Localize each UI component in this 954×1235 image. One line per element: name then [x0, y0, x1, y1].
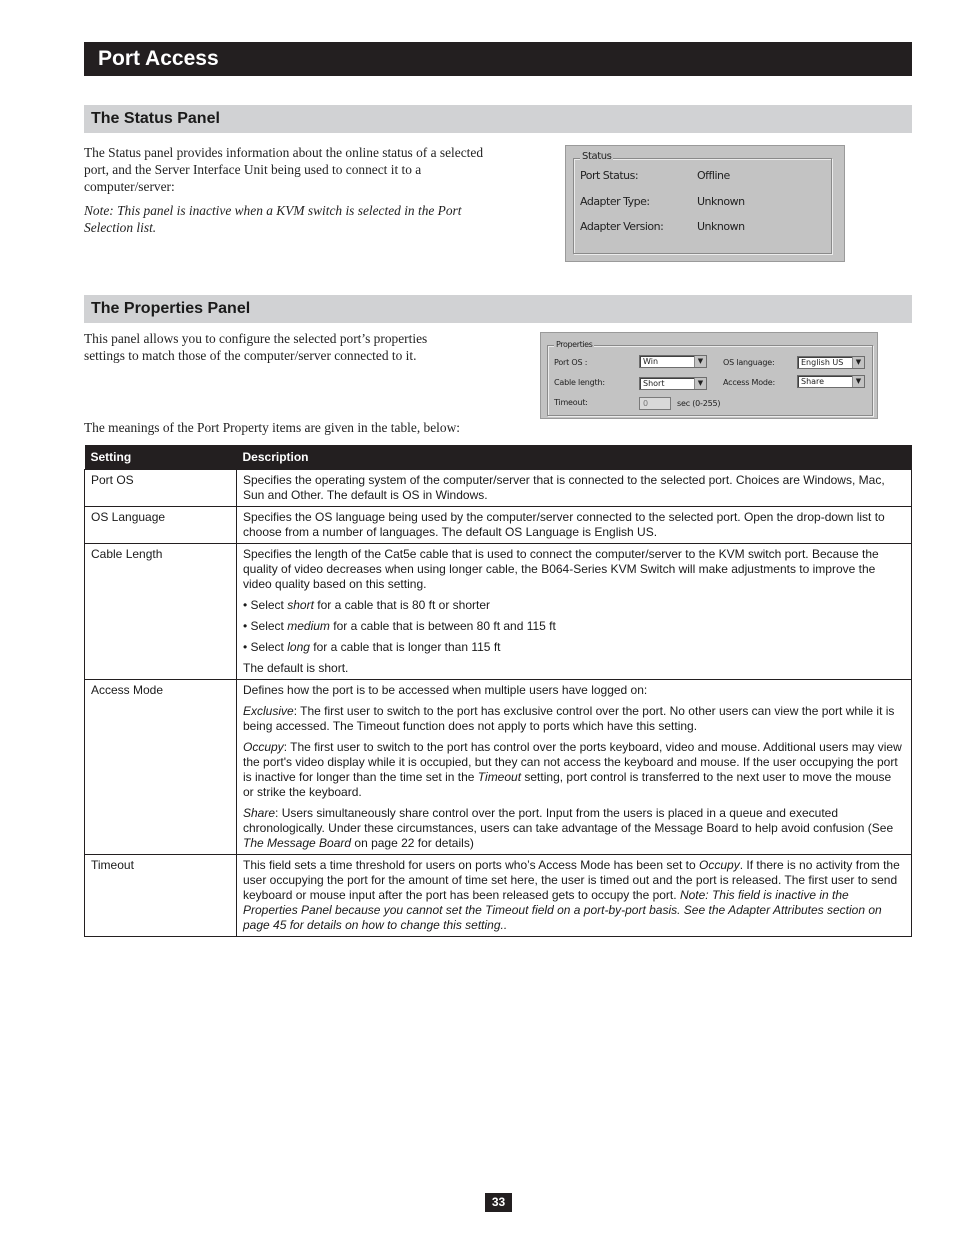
status-panel-screenshot — [565, 145, 845, 262]
os-language-label: OS language: — [723, 358, 775, 367]
description-cell: Specifies the operating system of the computer/server that is connected to the selected port. Choices are Windows, Mac, Sun and Other. The default is OS in Windows. — [237, 470, 912, 507]
port-status-value: Offline — [697, 169, 730, 182]
mode-text: on page 22 for details) — [351, 836, 474, 850]
status-group-title: Status — [582, 151, 612, 162]
table-row — [85, 507, 912, 544]
cable-length-label: Cable length: — [554, 378, 605, 387]
setting-cell: Timeout — [85, 855, 237, 937]
port-status-label: Port Status: — [580, 169, 639, 182]
cable-bullet-short — [243, 598, 905, 613]
access-mode-dropdown[interactable] — [797, 375, 865, 388]
access-mode-desc: Defines how the port is to be accessed when multiple users have logged on: — [243, 683, 648, 697]
os-language-dropdown[interactable] — [797, 356, 865, 369]
setting-cell: Access Mode — [85, 680, 237, 855]
timeout-label: Timeout: — [554, 398, 588, 407]
bullet-text: • Select — [243, 598, 288, 612]
cable-bullet-long — [243, 640, 905, 655]
bullet-text: • Select — [243, 619, 288, 633]
cable-length-dropdown[interactable] — [639, 377, 707, 390]
chevron-down-icon[interactable]: ▼ — [852, 376, 864, 387]
setting-cell: Port OS — [85, 470, 237, 507]
description-cell — [237, 544, 912, 680]
description-column-header: Description — [237, 445, 912, 470]
table-row — [85, 680, 912, 855]
table-row — [85, 544, 912, 680]
port-os-value: Win — [643, 357, 659, 366]
mode-emphasis: The Message Board — [243, 836, 352, 850]
description-cell — [237, 855, 912, 937]
mode-text: : Users simultaneously share control over the port. Input from the users is placed in a queue and executed chronologically. Under these circumstances, users can take advantage of the Message Board to help avoid confusion (See — [243, 806, 894, 835]
port-os-label: Port OS : — [554, 358, 588, 367]
bullet-text: for a cable that is longer than 115 ft — [309, 640, 501, 654]
chevron-down-icon[interactable]: ▼ — [694, 378, 706, 389]
port-os-dropdown[interactable] — [639, 355, 707, 368]
os-language-value: English US — [801, 358, 844, 367]
status-panel-note: Note: This panel is inactive when a KVM switch is selected in the Port Selection list. — [84, 203, 462, 235]
cable-length-default: The default is short. — [243, 661, 349, 675]
timeout-unit: sec (0-255) — [677, 399, 721, 408]
access-mode-value: Share — [801, 377, 825, 386]
timeout-emphasis: Occupy — [699, 858, 740, 872]
cable-length-desc: Specifies the length of the Cat5e cable that is used to connect the computer/server to the KVM switch port. Because the quality of video decreases when using longer cable, the B064-Series KVM Switch will make adjustments to improve the video quality based on this setting. — [243, 547, 879, 591]
properties-group-title: Properties — [556, 340, 593, 349]
properties-panel-screenshot — [540, 332, 878, 419]
bullet-text: for a cable that is between 80 ft and 115 ft — [329, 619, 556, 633]
timeout-text: . If there is no activity from the user occupying the port for the amount of time set here, the user is timed out and the port is released. The first user to send keyboard or mouse input after the port has been released gets to occupy the port. — [243, 858, 900, 902]
mode-text: : The first user to switch to the port has exclusive control over the port. No other users can view the port while it is being accessed. The Timeout function does not apply to ports which have this setting. — [243, 704, 895, 733]
share-mode-desc — [243, 806, 905, 851]
mode-name: Occupy — [243, 740, 284, 754]
properties-panel-heading: The Properties Panel — [84, 295, 912, 323]
mode-name: Share — [243, 806, 276, 820]
table-row — [85, 855, 912, 937]
exclusive-mode-desc — [243, 704, 905, 734]
cable-length-value: Short — [643, 379, 665, 388]
chevron-down-icon[interactable]: ▼ — [852, 357, 864, 368]
occupy-mode-desc — [243, 740, 905, 800]
timeout-text: This field sets a time threshold for users on ports who’s Access Mode has been set to — [243, 858, 700, 872]
port-property-table — [84, 445, 912, 937]
bullet-emphasis: long — [287, 640, 310, 654]
bullet-text: • Select — [243, 640, 288, 654]
status-panel-body: The Status panel provides information about the online status of a selected port, and the Server Interface Unit being used to connect it to a computer/server: — [84, 145, 484, 194]
description-cell — [237, 680, 912, 855]
status-panel-text — [84, 144, 484, 236]
timeout-input[interactable]: 0 — [639, 397, 671, 410]
table-row — [85, 470, 912, 507]
adapter-type-value: Unknown — [697, 195, 745, 208]
adapter-type-label: Adapter Type: — [580, 195, 650, 208]
mode-emphasis: Timeout — [477, 770, 522, 784]
setting-column-header: Setting — [85, 445, 237, 470]
adapter-version-label: Adapter Version: — [580, 220, 664, 233]
mode-name: Exclusive — [243, 704, 294, 718]
bullet-text: for a cable that is 80 ft or shorter — [313, 598, 491, 612]
page-number: 33 — [485, 1193, 512, 1212]
mode-text: setting, port control is transferred to the next user to move the mouse or strike the keyboard. — [243, 770, 892, 799]
mode-text: : The first user to switch to the port has control over the ports keyboard, video and mouse. Additional users may view the port's video display while it is occupied, but they can not access the keyboard and mouse. If the user occupying the port is inactive for longer than the time set in the — [243, 740, 902, 784]
setting-cell: OS Language — [85, 507, 237, 544]
timeout-note: Note: This field is inactive in the Properties Panel because you cannot set the Timeout field on a port-by-port basis. See the Adapter Attributes section on page 45 for details on how to change this setting.. — [243, 888, 882, 932]
table-intro: The meanings of the Port Property items are given in the table, below: — [84, 420, 460, 435]
status-panel-heading: The Status Panel — [84, 105, 912, 133]
access-mode-label: Access Mode: — [723, 378, 776, 387]
adapter-version-value: Unknown — [697, 220, 745, 233]
bullet-emphasis: short — [287, 598, 314, 612]
bullet-emphasis: medium — [287, 619, 330, 633]
page-title: Port Access — [84, 42, 912, 76]
setting-cell: Cable Length — [85, 544, 237, 680]
description-cell: Specifies the OS language being used by the computer/server connected to the selected port. Open the drop-down list to choose from a number of languages. The default OS Language is English US. — [237, 507, 912, 544]
cable-bullet-medium — [243, 619, 905, 634]
chevron-down-icon[interactable]: ▼ — [694, 356, 706, 367]
properties-panel-body: This panel allows you to configure the selected port’s properties settings to match those of the computer/server connected to it. — [84, 331, 428, 363]
table-header-row — [85, 445, 912, 470]
